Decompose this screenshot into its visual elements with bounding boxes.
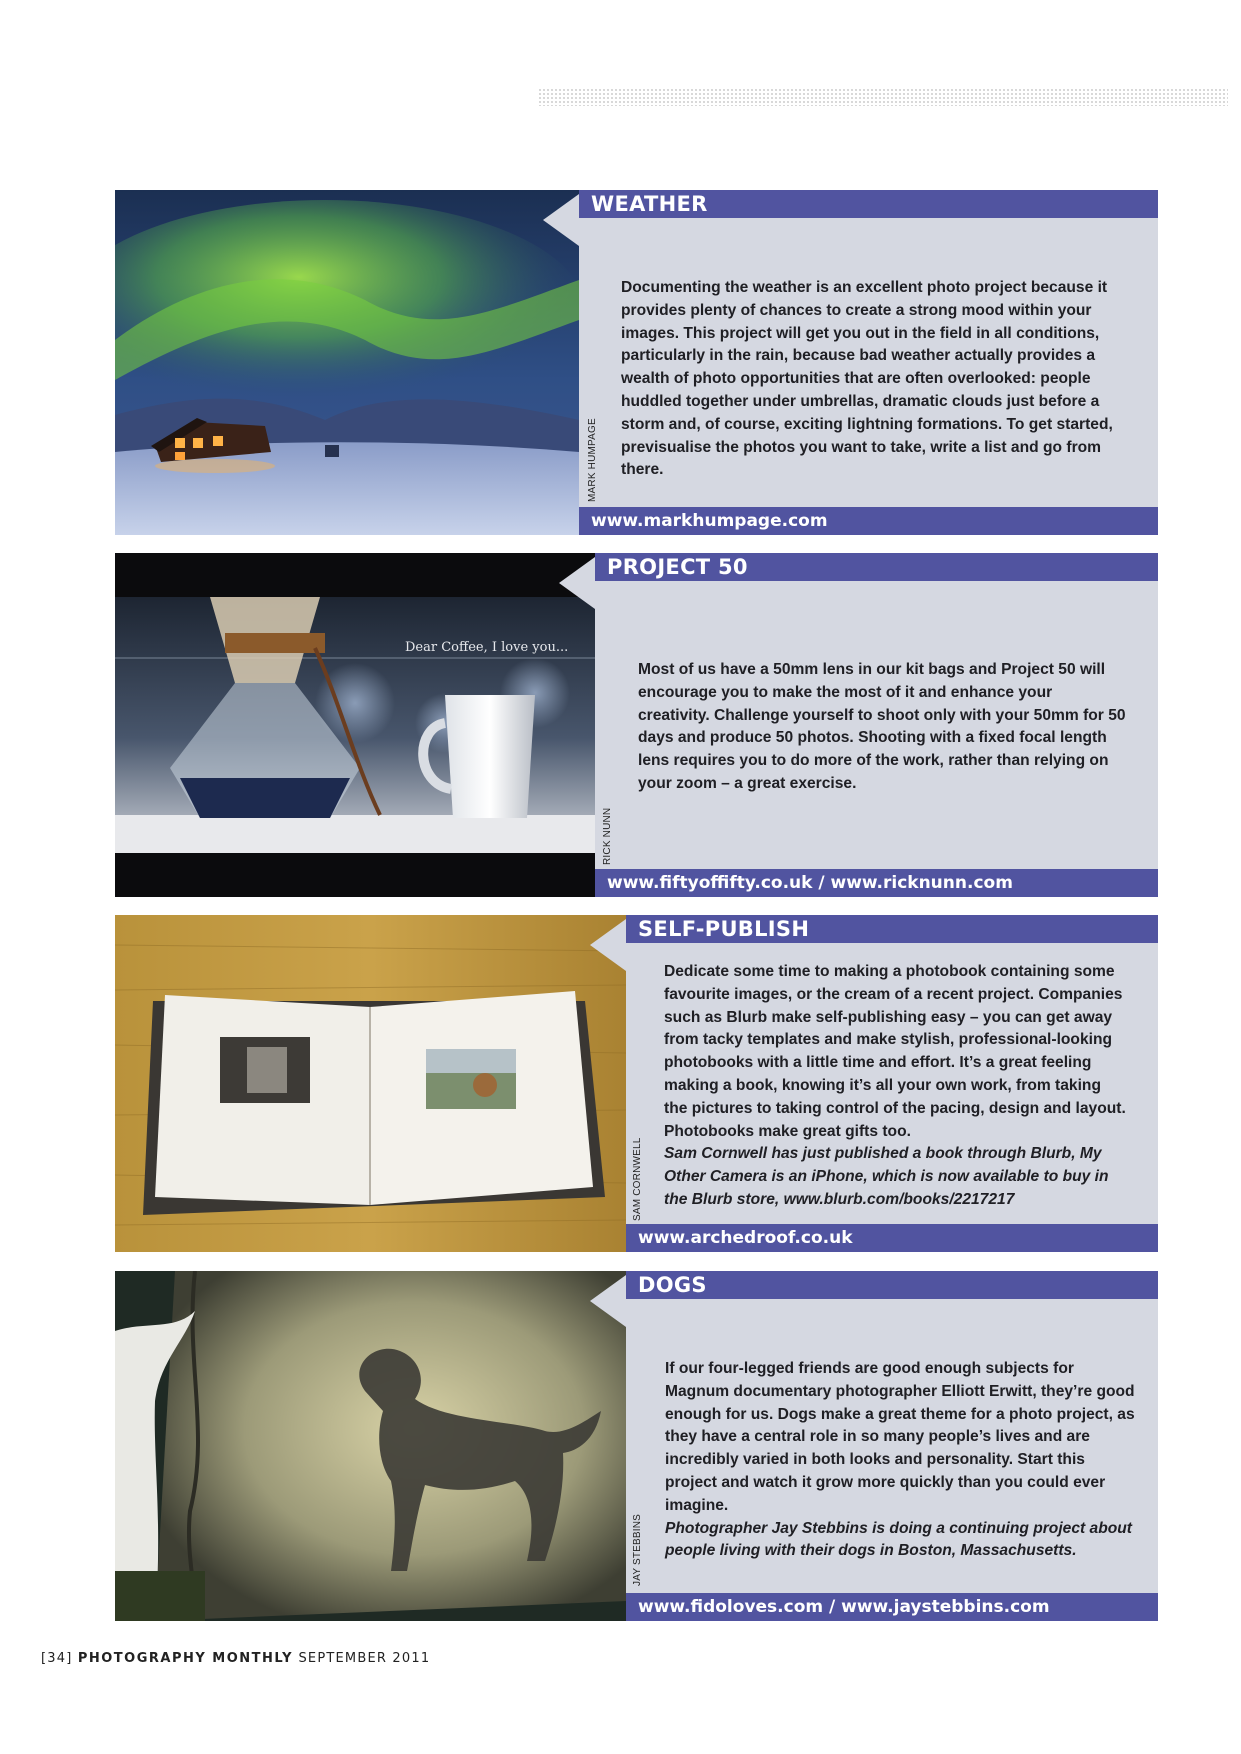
- section-body: [638, 659, 1128, 796]
- photo-credit: RICK NUNN: [602, 807, 613, 865]
- photo-credit: MARK HUMPAGE: [587, 418, 598, 502]
- section-link[interactable]: www.archedroof.co.uk: [626, 1224, 1158, 1252]
- text-panel: [595, 553, 1158, 897]
- text-panel: [626, 1271, 1158, 1621]
- page-footer: [41, 1651, 430, 1666]
- section-weather: [115, 190, 1158, 535]
- photo-aurora-cabin: [115, 190, 579, 535]
- decorative-dot-strip: [538, 88, 1228, 106]
- section-body: [621, 277, 1141, 482]
- photo-caption: Dear Coffee, I love you...: [405, 640, 569, 655]
- issue-date: SEPTEMBER 2011: [298, 1651, 431, 1666]
- text-panel: [579, 190, 1158, 535]
- photo-coffee-still-life: [115, 553, 595, 897]
- photo-credit: JAY STEBBINS: [632, 1513, 643, 1586]
- body-paragraph: Documenting the weather is an excellent photo project because it provides plenty of chances to create a strong mood within your images. This project will get you out in the field in all conditions, particularly in the rain, because bad weather actually provides a wealth of photo opportunities that are often overlooked: people huddled together under umbrellas, dramatic clouds just before a storm and, of course, exciting lightning formations. To get started, previsualise the photos you want to take, write a list and go from there.: [621, 279, 1113, 479]
- section-link[interactable]: www.fiftyoffifty.co.uk / www.ricknunn.com: [595, 869, 1158, 897]
- photo-dog-shadow: [115, 1271, 626, 1621]
- section-self-publish: [115, 915, 1158, 1252]
- section-body: [665, 1358, 1135, 1563]
- section-body: [664, 961, 1126, 1212]
- section-link[interactable]: www.markhumpage.com: [579, 507, 1158, 535]
- body-note: Photographer Jay Stebbins is doing a continuing project about people living with their dogs in Boston, Massachusetts.: [665, 1519, 1132, 1560]
- body-paragraph: If our four-legged friends are good enough subjects for Magnum documentary photographer Elliott Erwitt, they’re good enough for us. Dogs make a great theme for a photo project, as they have a central role in so many people’s lives and are incredibly varied in both looks and personality. Start this project and watch it grow more quickly than you could ever imagine.: [665, 1360, 1135, 1514]
- magazine-title: PHOTOGRAPHY MONTHLY: [77, 1651, 294, 1666]
- text-panel: [626, 915, 1158, 1252]
- section-project-50: [115, 553, 1158, 897]
- section-title: WEATHER: [579, 190, 1158, 218]
- section-title: SELF-PUBLISH: [626, 915, 1158, 943]
- body-paragraph: Most of us have a 50mm lens in our kit bags and Project 50 will encourage you to make the most of it and enhance your creativity. Challenge yourself to shoot only with your 50mm for 50 days and produce 50 photos. Shooting with a fixed focal length lens requires you to do more of the work, rather than relying on your zoom – a great exercise.: [638, 661, 1126, 792]
- section-title: PROJECT 50: [595, 553, 1158, 581]
- section-link[interactable]: www.fidoloves.com / www.jaystebbins.com: [626, 1593, 1158, 1621]
- section-dogs: [115, 1271, 1158, 1621]
- page-number: [34]: [41, 1651, 73, 1666]
- photo-open-photobook: [115, 915, 626, 1252]
- section-title: DOGS: [626, 1271, 1158, 1299]
- photo-credit: SAM CORNWELL: [632, 1137, 643, 1221]
- body-note: Sam Cornwell has just published a book through Blurb, My Other Camera is an iPhone, which is now available to buy in the Blurb store, www.blurb.com/books/2217217: [664, 1145, 1109, 1208]
- body-paragraph: Dedicate some time to making a photobook containing some favourite images, or the cream of a recent project. Companies such as Blurb make self-publishing easy – you can get away from tacky templates and make stylish, professional-looking photobooks with a little time and effort. It’s a great feeling making a book, knowing it’s all your own work, from taking the pictures to taking control of the pacing, design and layout. Photobooks make great gifts too.: [664, 963, 1126, 1140]
